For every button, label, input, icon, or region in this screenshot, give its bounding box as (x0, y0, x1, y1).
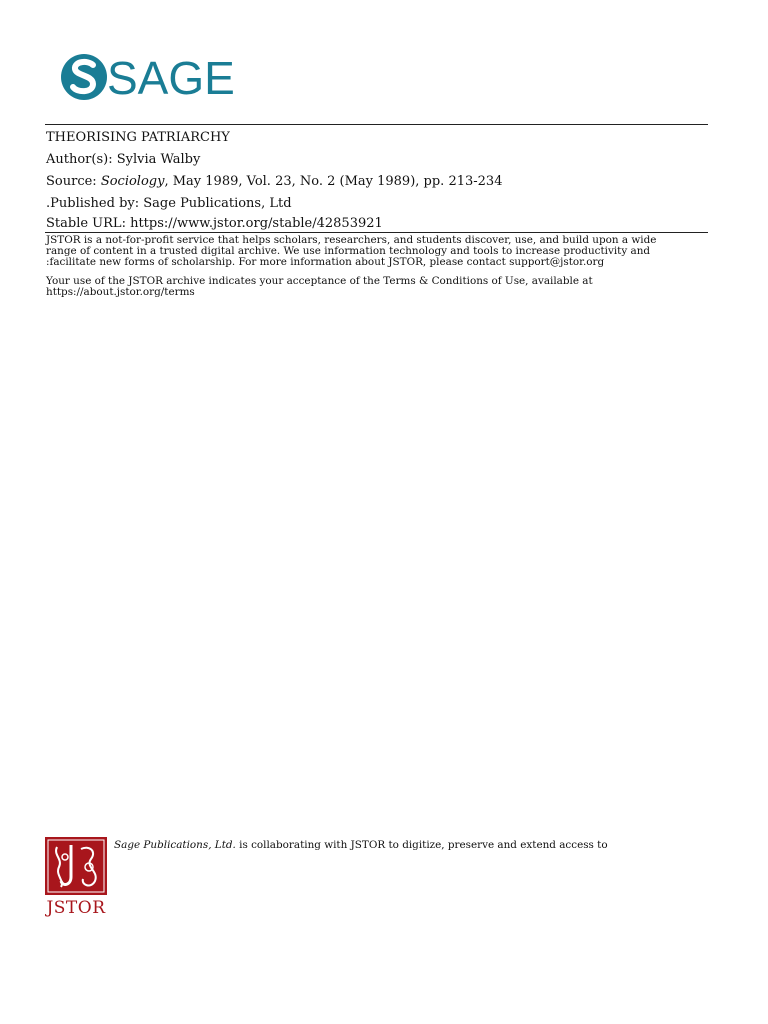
article-source: Source: Sociology, May 1989, Vol. 23, No. 2 (May 1989), pp. 213-234 (46, 174, 503, 189)
terms-notice: Your use of the JSTOR archive indicates your acceptance of the Terms & Conditions of Use, available at https://about.jstor.org/terms (46, 276, 716, 298)
jstor-notice: JSTOR is a not-for-profit service that helps scholars, researchers, and students discover, use, and build upon a wide range of content in a trusted digital archive. We use information technology and tools to increase productivity and :facilitate new forms of scholarship. For more information about JSTOR, please contact support@jstor.org (46, 234, 657, 268)
jstor-logo-text: JSTOR (46, 898, 106, 918)
sage-logo (60, 52, 240, 102)
publisher-name: Sage Publications, Ltd. (114, 839, 236, 851)
header-rule (45, 124, 708, 125)
article-author: Author(s): Sylvia Walby (46, 152, 201, 167)
jstor-emblem (45, 837, 107, 895)
jstor-logo (45, 837, 107, 919)
terms-link[interactable]: https://about.jstor.org/terms (46, 285, 195, 298)
sage-logo-text: SAGE (107, 52, 235, 102)
journal-name: Sociology (100, 174, 165, 189)
url-rule (45, 232, 708, 233)
article-publisher: .Published by: Sage Publications, Ltd (46, 196, 292, 211)
article-stable-url[interactable]: Stable URL: https://www.jstor.org/stable/42853921 (46, 216, 383, 231)
collaboration-note: Sage Publications, Ltd. is collaborating with JSTOR to digitize, preserve and extend access to (114, 839, 608, 851)
article-title: THEORISING PATRIARCHY (46, 130, 230, 145)
sage-logo-graphic (60, 52, 240, 102)
stable-url-link[interactable]: https://www.jstor.org/stable/42853921 (130, 216, 383, 231)
